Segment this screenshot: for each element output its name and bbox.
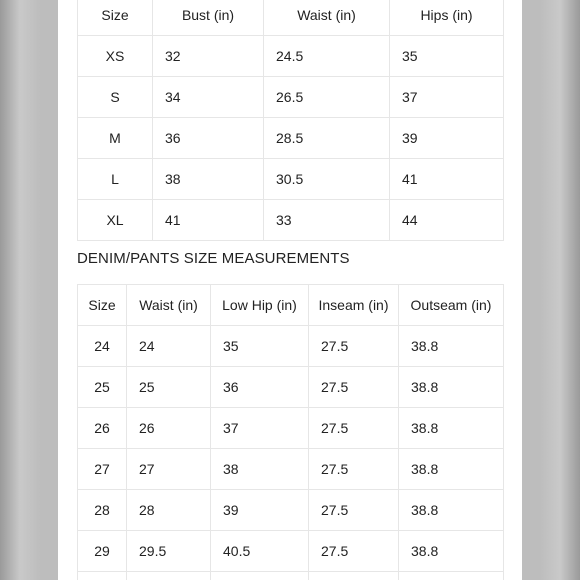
size-chart-page (58, 0, 522, 580)
tops-size-table (77, 0, 504, 241)
table-cell (127, 572, 211, 580)
table-cell (309, 572, 399, 580)
table-cell: 37 (390, 77, 504, 118)
size-cell: L (78, 159, 153, 200)
table-cell: 28.5 (264, 118, 390, 159)
table-row (78, 531, 504, 572)
table-cell: 27.5 (309, 408, 399, 449)
size-cell: 29 (78, 531, 127, 572)
table-row-partial (78, 572, 504, 580)
table-cell: 39 (211, 490, 309, 531)
table-cell: 27.5 (309, 490, 399, 531)
table-cell: 27 (127, 449, 211, 490)
table-header-row (78, 285, 504, 326)
table-row (78, 159, 504, 200)
size-cell: 25 (78, 367, 127, 408)
size-cell: XS (78, 36, 153, 77)
table-cell: 35 (390, 36, 504, 77)
table-row (78, 36, 504, 77)
header-cell: Waist (in) (264, 0, 390, 36)
table-cell: 40.5 (211, 531, 309, 572)
table-row (78, 118, 504, 159)
header-cell: Inseam (in) (309, 285, 399, 326)
size-cell: 24 (78, 326, 127, 367)
table-cell: 24.5 (264, 36, 390, 77)
table-cell: 44 (390, 200, 504, 241)
table-cell: 27.5 (309, 449, 399, 490)
header-cell: Low Hip (in) (211, 285, 309, 326)
header-cell: Hips (in) (390, 0, 504, 36)
section-title: DENIM/PANTS SIZE MEASUREMENTS (77, 250, 350, 267)
size-cell: 28 (78, 490, 127, 531)
table-cell (211, 572, 309, 580)
header-cell: Bust (in) (153, 0, 264, 36)
table-cell: 36 (211, 367, 309, 408)
table-cell: 29.5 (127, 531, 211, 572)
table-header-row (78, 0, 504, 36)
size-cell: S (78, 77, 153, 118)
table-cell (399, 572, 504, 580)
header-cell: Waist (in) (127, 285, 211, 326)
size-cell: 27 (78, 449, 127, 490)
table-cell: 38.8 (399, 326, 504, 367)
table-cell: 38 (211, 449, 309, 490)
table-row (78, 326, 504, 367)
table-cell: 24 (127, 326, 211, 367)
table-cell: 38 (153, 159, 264, 200)
table-cell: 37 (211, 408, 309, 449)
table-row (78, 200, 504, 241)
table-row (78, 408, 504, 449)
table-cell: 33 (264, 200, 390, 241)
table-cell: 38.8 (399, 531, 504, 572)
header-cell: Size (78, 0, 153, 36)
table-cell: 38.8 (399, 367, 504, 408)
table-cell: 28 (127, 490, 211, 531)
pants-size-table (77, 284, 504, 580)
table-cell: 41 (153, 200, 264, 241)
table-cell: 35 (211, 326, 309, 367)
table-cell: 27.5 (309, 367, 399, 408)
table-cell: 41 (390, 159, 504, 200)
header-cell: Outseam (in) (399, 285, 504, 326)
header-cell: Size (78, 285, 127, 326)
table-cell: 39 (390, 118, 504, 159)
size-cell: 26 (78, 408, 127, 449)
table-cell: 26 (127, 408, 211, 449)
table-cell: 36 (153, 118, 264, 159)
table-row (78, 449, 504, 490)
table-cell: 27.5 (309, 326, 399, 367)
table-cell: 27.5 (309, 531, 399, 572)
table-cell: 26.5 (264, 77, 390, 118)
table-cell (78, 572, 127, 580)
size-cell: M (78, 118, 153, 159)
table-cell: 32 (153, 36, 264, 77)
table-cell: 38.8 (399, 449, 504, 490)
table-row (78, 77, 504, 118)
size-cell: XL (78, 200, 153, 241)
table-cell: 30.5 (264, 159, 390, 200)
table-cell: 34 (153, 77, 264, 118)
table-row (78, 490, 504, 531)
table-cell: 25 (127, 367, 211, 408)
table-cell: 38.8 (399, 490, 504, 531)
table-cell: 38.8 (399, 408, 504, 449)
table-row (78, 367, 504, 408)
